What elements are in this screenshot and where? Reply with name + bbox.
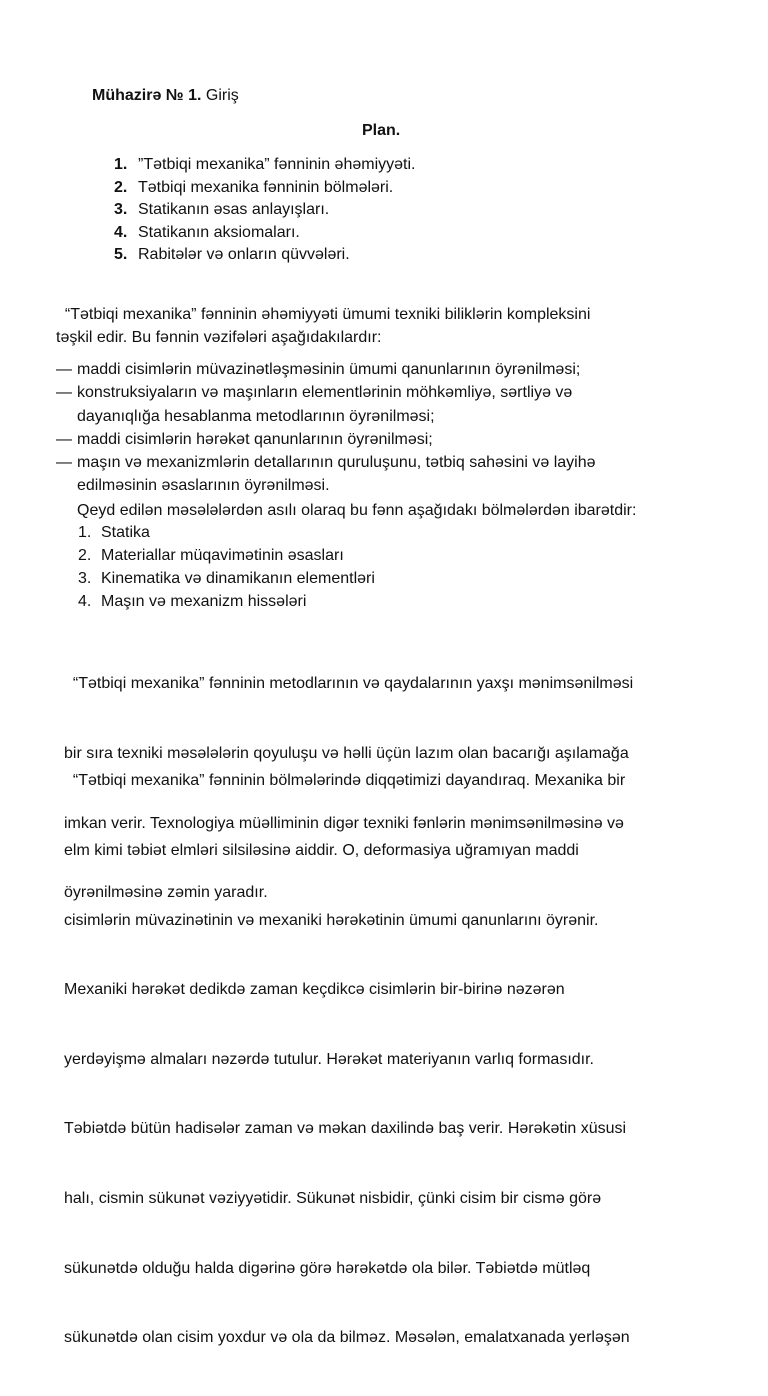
lecture-number: Mühazirə № 1.	[92, 87, 202, 104]
intro-line: “Tətbiqi mexanika” fənninin əhəmiyyəti ümumi texniki biliklərin kompleksini	[56, 306, 591, 323]
paragraph-line: Təbiətdə bütün hadisələr zaman və məkan daxilində baş verir. Hərəkətin xüsusi	[64, 1120, 627, 1138]
note-line: Qeyd edilən məsələlərdən asılı olaraq bu fənn aşağıdakı bölmələrdən ibarətdir:	[77, 502, 637, 519]
plan-title: Plan.	[362, 122, 401, 139]
section-item: 3. Kinematika və dinamikanın elementləri	[78, 570, 375, 587]
paragraph-line: “Tətbiqi mexanika” fənninin metodlarının və qaydalarının yaxşı mənimsənilməsi	[64, 675, 634, 693]
sections-paragraph	[64, 723, 630, 1396]
section-list	[78, 521, 375, 613]
paragraph-line: bir sıra texniki məsələlərin qoyuluşu və həlli üçün lazım olan bacarığı aşılamağa	[64, 745, 629, 763]
paragraph-line: halı, cismin sükunət vəziyyətidir. Sükunət nisbidir, çünki cisim bir cismə görə	[64, 1190, 602, 1208]
paragraph-line: “Tətbiqi mexanika” fənninin bölmələrində diqqətimizi dayandıraq. Mexanika bir	[64, 772, 626, 790]
paragraph-line: sükunətdə olduğu halda digərinə görə hərəkətdə ola bilər. Təbiətdə mütləq	[64, 1259, 591, 1277]
section-item: 4. Maşın və mexanizm hissələri	[78, 593, 307, 610]
lecture-topic: Giriş	[201, 87, 239, 104]
plan-item: 3. Statikanın əsas anlayışları.	[114, 201, 330, 218]
task-item: — konstruksiyaların və maşınların elementlərinin möhkəmliyə, sərtliyə və dayanıqlığa hesablanma metodlarının öyrənilməsi;	[56, 384, 573, 425]
section-item: 1. Statika	[78, 524, 150, 541]
task-item: — maddi cisimlərin müvazinətləşməsinin ümumi qanunlarının öyrənilməsi;	[56, 361, 581, 378]
lecture-heading	[92, 86, 239, 106]
paragraph-line: imkan verir. Texnologiya müəlliminin digər texniki fənlərin mənimsənilməsinə və	[64, 814, 624, 832]
paragraph-line: Mexaniki hərəkət dedikdə zaman keçdikcə cisimlərin bir-birinə nəzərən	[64, 981, 565, 999]
plan-item: 1. ”Tətbiqi mexanika” fənninin əhəmiyyəti.	[114, 156, 416, 173]
section-item: 2. Materiallar müqavimətinin əsasları	[78, 547, 344, 564]
task-item: — maşın və mexanizmlərin detallarının quruluşunu, tətbiq sahəsini və layihə edilməsinin əsaslarının öyrənilməsi.	[56, 454, 596, 495]
intro-paragraph	[56, 303, 590, 349]
paragraph-line: sükunətdə olan cisim yoxdur və ola da bilməz. Məsələn, emalatxanada yerləşən	[64, 1329, 630, 1347]
task-list	[56, 358, 596, 498]
paragraph-line: elm kimi təbiət elmləri silsiləsinə aiddir. O, deformasiya uğramıyan maddi	[64, 842, 579, 860]
plan-item: 2. Tətbiqi mexanika fənninin bölmələri.	[114, 178, 394, 196]
plan-item: 5. Rabitələr və onların qüvvələri.	[114, 246, 350, 263]
plan-item: 4. Statikanın aksiomaları.	[114, 223, 300, 241]
task-item: — maddi cisimlərin hərəkət qanunlarının öyrənilməsi;	[56, 430, 433, 448]
paragraph-line: yerdəyişmə almaları nəzərdə tutulur. Hərəkət materiyanın varlıq formasıdır.	[64, 1050, 594, 1068]
paragraph-line: cisimlərin müvazinətinin və mexaniki hərəkətinin ümumi qanunlarını öyrənir.	[64, 911, 599, 929]
intro-line: təşkil edir. Bu fənnin vəzifələri aşağıdakılardır:	[56, 329, 382, 347]
paragraph-line: öyrənilməsinə zəmin yaradır.	[64, 884, 268, 902]
plan-list	[114, 154, 415, 267]
